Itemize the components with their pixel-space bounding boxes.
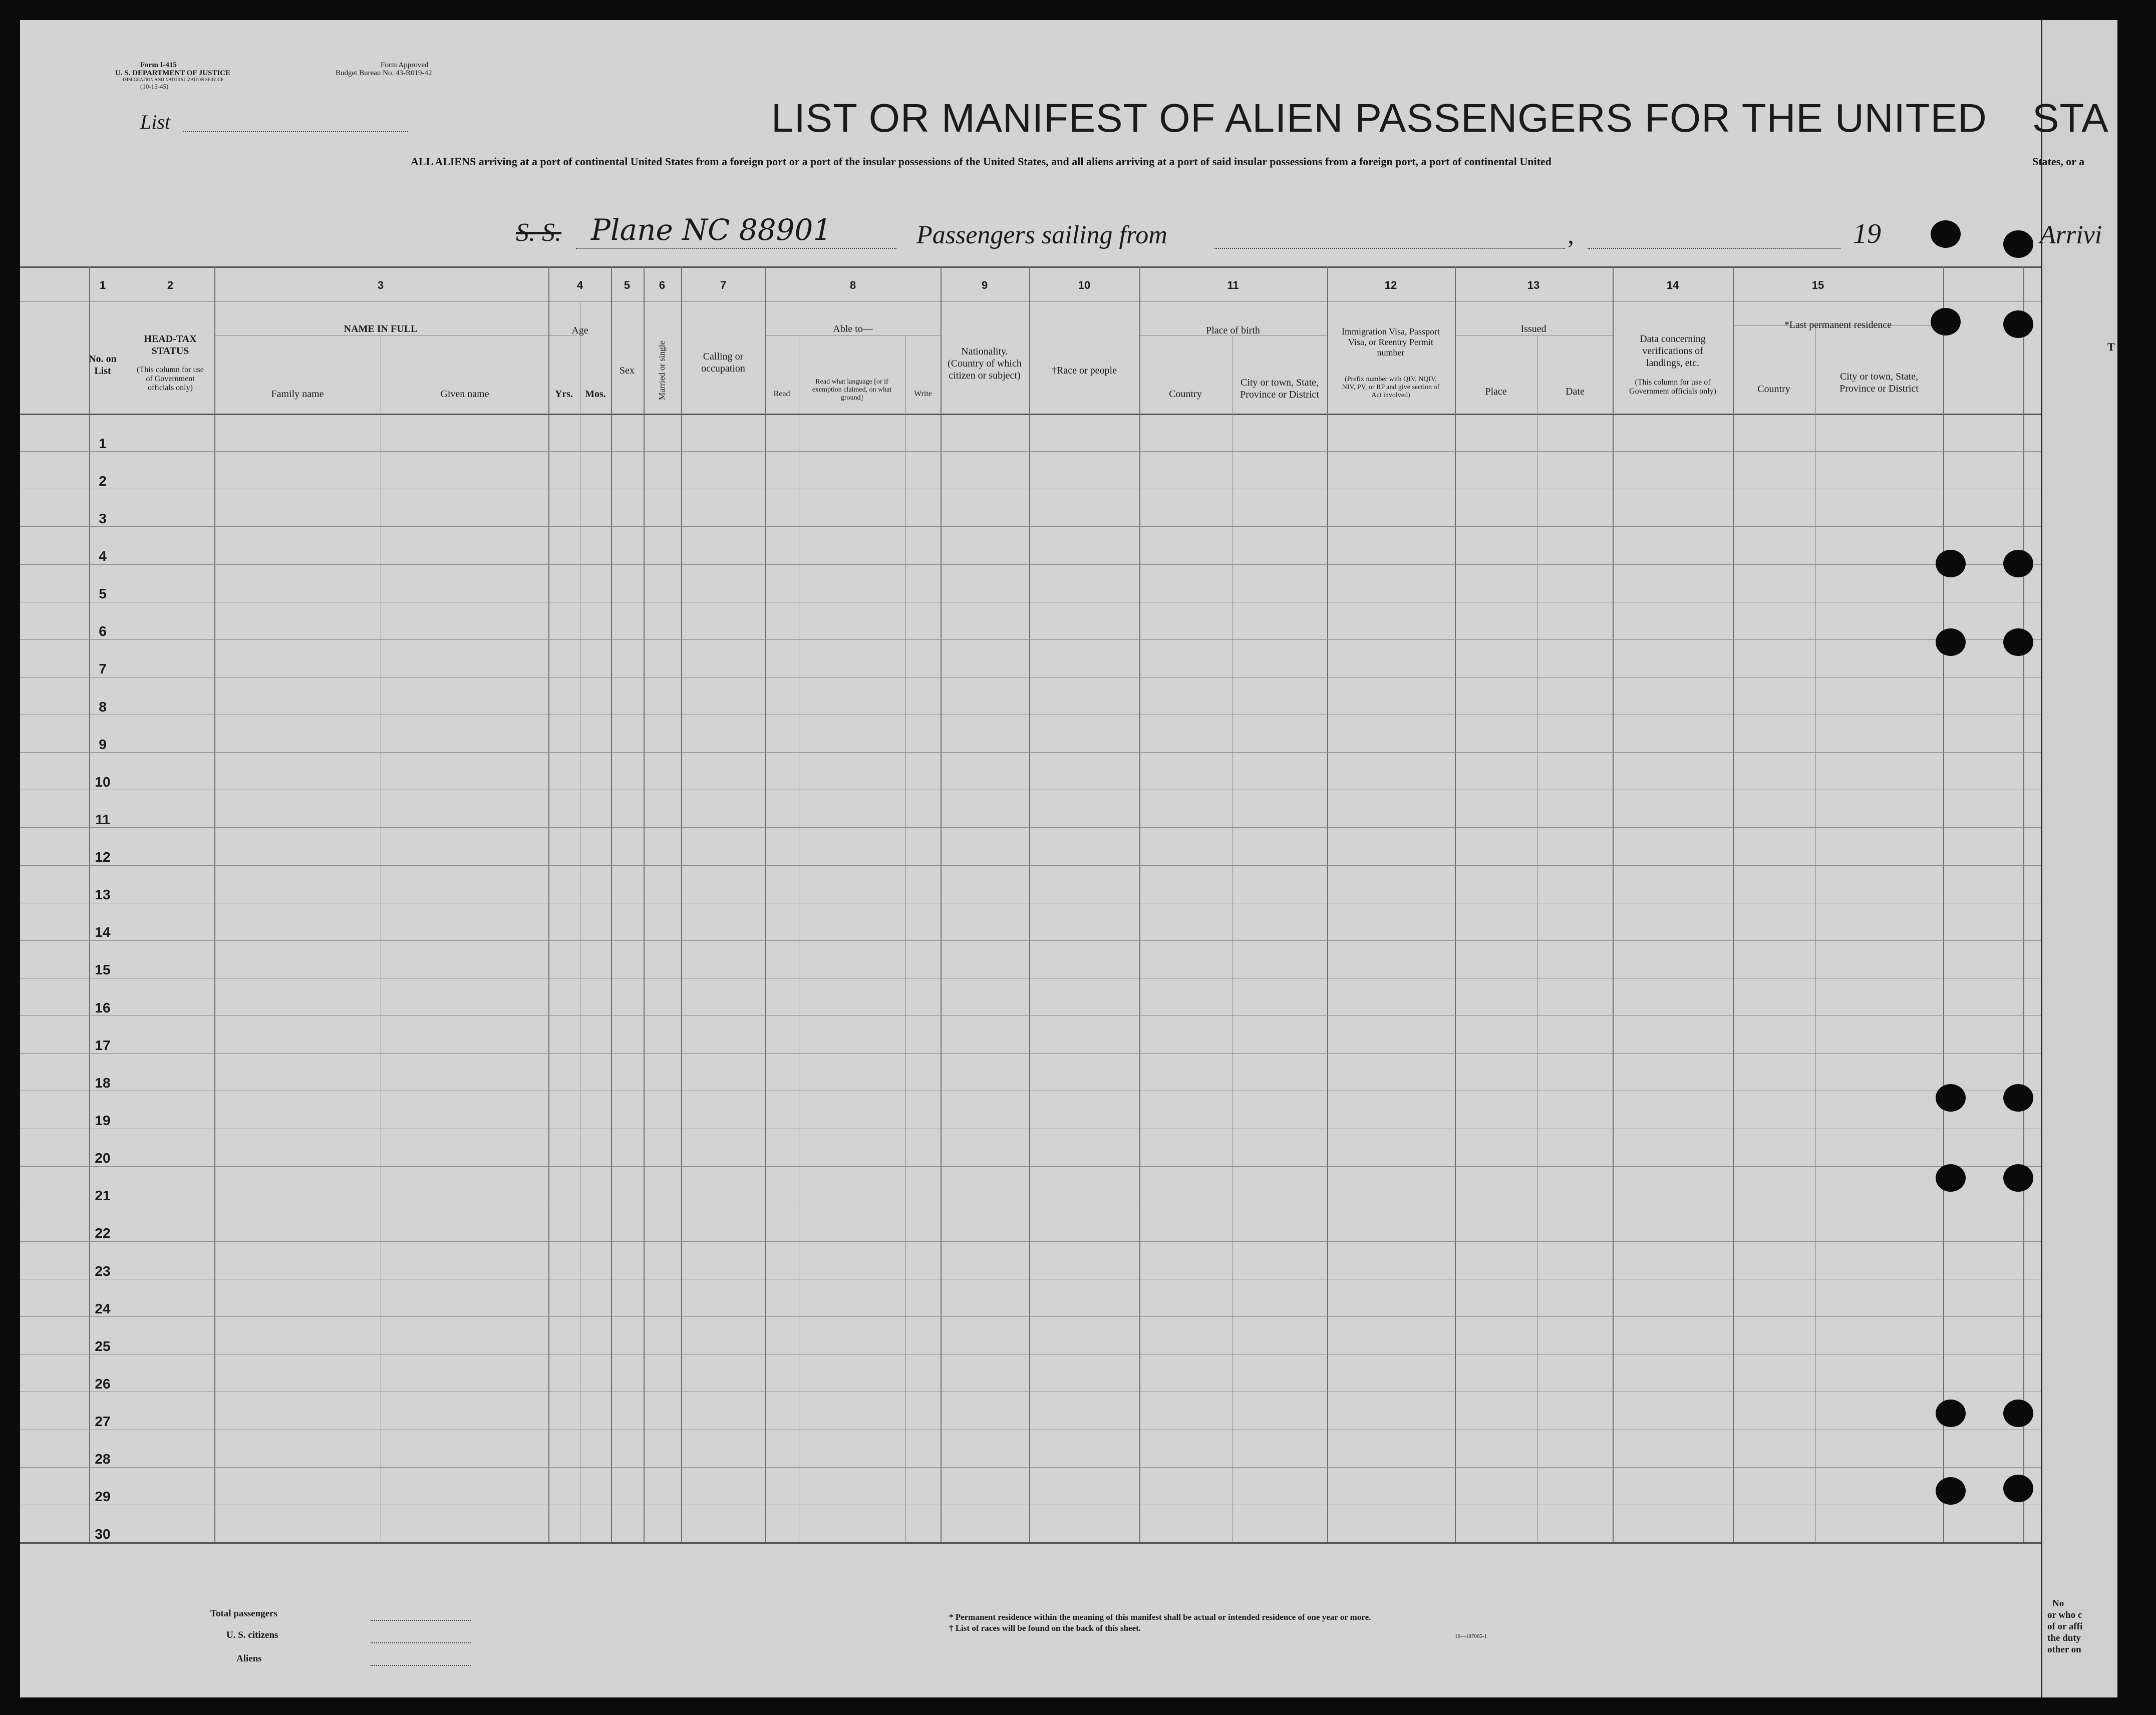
row-rule: [20, 752, 2043, 753]
binder-hole: [2003, 1164, 2033, 1192]
col-divider: [1815, 325, 1816, 1542]
col-number: 11: [1227, 279, 1239, 291]
col-divider: [1327, 266, 1328, 1542]
colnum-separator: [20, 301, 2043, 302]
row-number-left: 30: [95, 1526, 111, 1542]
binder-hole: [1931, 220, 1961, 248]
footnote-races: † List of races will be found on the back of this sheet.: [949, 1623, 1141, 1633]
row-rule: [20, 1467, 2043, 1468]
binder-hole: [2003, 230, 2033, 258]
table-top-border: [20, 266, 2043, 268]
row-rule: [20, 639, 2043, 640]
form-approved: Form Approved: [381, 61, 429, 69]
binder-hole: [2003, 628, 2033, 656]
row-number-left: 15: [95, 962, 111, 978]
year-prefix: 19: [1853, 218, 1881, 249]
row-rule: [20, 1166, 2043, 1167]
row-number-left: 24: [95, 1300, 111, 1316]
header-bottom-border: [20, 414, 2043, 415]
header-birth-city: City or town, State, Province or District: [1240, 377, 1319, 400]
row-number-left: 10: [95, 774, 111, 790]
header-write: Write: [914, 390, 932, 398]
right-margin-note: No: [2052, 1598, 2064, 1609]
row-number-left: 9: [99, 736, 107, 752]
header-data-note: (This column for use of Government officials only): [1629, 378, 1716, 396]
col-divider: [644, 266, 645, 1542]
col-divider: [611, 266, 612, 1542]
manifest-title: LIST OR MANIFEST OF ALIEN PASSENGERS FOR THE UNITED: [771, 96, 1987, 140]
col-divider: [1613, 266, 1614, 1542]
row-number-left: 4: [99, 548, 107, 564]
header-race: †Race or people: [1052, 365, 1117, 376]
header-read: Read: [773, 390, 790, 398]
binder-hole: [2003, 310, 2033, 338]
budget-bureau: Budget Bureau No. 43-R019-42: [336, 69, 432, 77]
header-family-name: Family name: [271, 389, 324, 400]
header-visa: Immigration Visa, Passport Visa, or Reentry Permit number: [1341, 326, 1440, 358]
col-divider: [1733, 266, 1734, 1542]
binder-hole: [1931, 308, 1961, 335]
row-rule: [20, 1316, 2043, 1317]
binder-hole: [2003, 550, 2033, 577]
binder-hole: [1936, 1477, 1966, 1505]
right-margin-note: the duty: [2047, 1633, 2081, 1643]
col-divider: [765, 266, 766, 1542]
ss-prefix: S. S.: [516, 218, 561, 247]
header-read-language: Read what language [or if exemption claimed, on what ground]: [812, 378, 892, 402]
name-subheader-rule: [214, 335, 577, 336]
row-number-left: 3: [99, 510, 107, 526]
col-number: 2: [167, 279, 174, 291]
row-number-left: 14: [95, 924, 111, 940]
header-birth-country: Country: [1169, 389, 1202, 400]
col-divider: [89, 266, 90, 1542]
row-number-left: 19: [95, 1112, 111, 1128]
aliens-line: [371, 1665, 471, 1666]
row-number-left: 11: [95, 811, 110, 827]
header-yrs: Yrs.: [554, 389, 573, 400]
row-rule: [20, 1053, 2043, 1054]
table-bottom-border: [20, 1542, 2043, 1544]
header-visa-note: (Prefix number with QIV, NQIV, NIV, PV, or RP and give section of Act involved): [1342, 376, 1440, 399]
col-number: 12: [1384, 279, 1397, 291]
aliens-label: Aliens: [236, 1653, 262, 1664]
department: U. S. DEPARTMENT OF JUSTICE: [115, 69, 231, 77]
title-continuation: STA: [2032, 96, 2109, 140]
comma-1: ,: [1568, 221, 1574, 249]
manifest-subtitle: ALL ALIENS arriving at a port of continental United States from a foreign port or a port of the insular possessions of the United States, and all aliens arriving at a port of said insular possessions from a foreign port, a port of continental United: [411, 155, 1552, 168]
col-number: 1: [99, 279, 106, 291]
header-sex: Sex: [620, 365, 635, 376]
row-number-left: 16: [95, 999, 111, 1015]
header-residence-country: Country: [1757, 384, 1790, 395]
row-number-left: 2: [99, 473, 107, 489]
total-passengers-line: [371, 1620, 471, 1621]
row-rule: [20, 827, 2043, 828]
vessel-line: [576, 248, 896, 249]
row-rule: [20, 451, 2043, 452]
total-passengers-label: Total passengers: [210, 1608, 277, 1619]
row-number-left: 5: [99, 586, 107, 602]
col-number: 7: [720, 279, 727, 291]
col-number: 3: [377, 279, 384, 291]
header-issued-date: Date: [1566, 386, 1585, 397]
col-divider: [905, 335, 906, 1542]
col-divider: [681, 266, 682, 1542]
col-number: 8: [849, 279, 856, 291]
right-margin-note: or who c: [2047, 1610, 2082, 1620]
col-number: 5: [624, 279, 631, 291]
header-able-to: Able to—: [833, 323, 873, 334]
row-number-left: 6: [99, 623, 107, 639]
row-rule: [20, 1241, 2043, 1242]
header-issued-place: Place: [1485, 386, 1507, 397]
sailing-line: [1214, 248, 1565, 249]
row-number-left: 21: [95, 1188, 111, 1204]
row-number-left: 1: [99, 435, 107, 451]
header-head-tax: HEAD-TAX STATUS: [144, 333, 197, 357]
print-code: 16—187085-1: [1455, 1633, 1487, 1639]
header-data-concerning: Data concerning verifications of landings, etc.: [1640, 333, 1706, 369]
header-calling: Calling or occupation: [701, 351, 745, 374]
row-number-left: 12: [95, 849, 111, 865]
col-divider: [1537, 335, 1538, 1542]
footnote-residence: * Permanent residence within the meaning of this manifest shall be actual or intended residence of one year or more.: [949, 1612, 1371, 1622]
right-partial-header: T: [2107, 340, 2115, 353]
header-mos: Mos.: [585, 389, 606, 400]
col-number: 4: [576, 279, 583, 291]
binder-hole: [1936, 628, 1966, 656]
header-nationality: Nationality. (Country of which citizen or subject): [948, 346, 1022, 381]
us-citizens-label: U. S. citizens: [226, 1630, 278, 1640]
col-number: 13: [1527, 279, 1540, 291]
col-number: 6: [659, 279, 666, 291]
date-line: [1588, 248, 1840, 249]
adjoining-page: [2032, 20, 2117, 1697]
binder-hole: [2003, 1400, 2033, 1427]
row-number-left: 13: [95, 887, 111, 903]
binder-hole: [2003, 1475, 2033, 1502]
row-number-left: 20: [95, 1150, 111, 1166]
row-number-left: 25: [95, 1338, 111, 1354]
col-divider: [1232, 335, 1233, 1542]
right-margin-note: of or affi: [2047, 1621, 2083, 1632]
col-divider: [1029, 266, 1030, 1542]
row-rule: [20, 1015, 2043, 1016]
header-no-on-list: No. on List: [89, 354, 117, 377]
issued-subheader-rule: [1455, 335, 1613, 336]
col-number: 10: [1078, 279, 1091, 291]
binder-hole: [1936, 550, 1966, 577]
row-number-left: 18: [95, 1075, 111, 1091]
row-rule: [20, 526, 2043, 527]
header-name-in-full: NAME IN FULL: [344, 323, 418, 334]
col-divider: [941, 266, 942, 1542]
form-date: (10-15-45): [140, 83, 169, 90]
col-divider: [2023, 266, 2024, 1542]
header-last-residence: *Last permanent residence: [1784, 319, 1892, 330]
header-issued: Issued: [1520, 323, 1547, 334]
col-number: 14: [1666, 279, 1679, 291]
able-subheader-rule: [765, 335, 941, 336]
us-citizens-line: [371, 1642, 471, 1643]
form-number: Form I-415: [140, 61, 177, 69]
binder-hole: [1936, 1084, 1966, 1112]
manifest-sheet: [20, 20, 2116, 1697]
vessel-name-handwritten: Plane NC 88901: [591, 213, 832, 247]
row-number-left: 7: [99, 661, 107, 677]
row-number-left: 27: [95, 1414, 111, 1430]
header-age: Age: [571, 325, 588, 336]
row-number-left: 23: [95, 1263, 111, 1279]
header-head-tax-note: (This column for use of Government officials only): [137, 366, 204, 392]
subtitle-continuation: States, or a: [2032, 155, 2085, 168]
list-label: List: [140, 111, 171, 133]
col-divider: [1455, 266, 1456, 1542]
row-rule: [20, 865, 2043, 866]
col-number: 15: [1811, 279, 1824, 291]
right-margin-note: other on: [2047, 1644, 2081, 1655]
binder-hole: [2003, 1084, 2033, 1112]
row-number-left: 29: [95, 1489, 111, 1505]
header-place-of-birth: Place of birth: [1206, 325, 1260, 336]
row-rule: [20, 940, 2043, 941]
col-divider: [1139, 266, 1140, 1542]
row-number-left: 26: [95, 1376, 111, 1392]
row-number-left: 8: [99, 699, 107, 715]
binder-hole: [1936, 1164, 1966, 1192]
row-number-left: 22: [95, 1225, 111, 1241]
col-divider: [548, 266, 549, 1542]
service: IMMIGRATION AND NATURALIZATION SERVICE: [123, 77, 224, 82]
binder-hole: [1936, 1400, 1966, 1427]
col-number: 9: [981, 279, 988, 291]
row-number-left: 28: [95, 1451, 111, 1467]
row-number-left: 17: [95, 1037, 111, 1053]
header-given-name: Given name: [440, 389, 489, 400]
col-divider: [214, 266, 215, 1542]
row-rule: [20, 564, 2043, 565]
sailing-label: Passengers sailing from: [916, 221, 1167, 249]
list-line: [183, 131, 408, 132]
col-divider: [1943, 266, 1944, 1542]
header-residence-city: City or town, State, Province or District: [1839, 371, 1919, 394]
arriving-label: Arrivi: [2040, 221, 2102, 249]
header-married-or-single: Married or single: [657, 340, 667, 401]
